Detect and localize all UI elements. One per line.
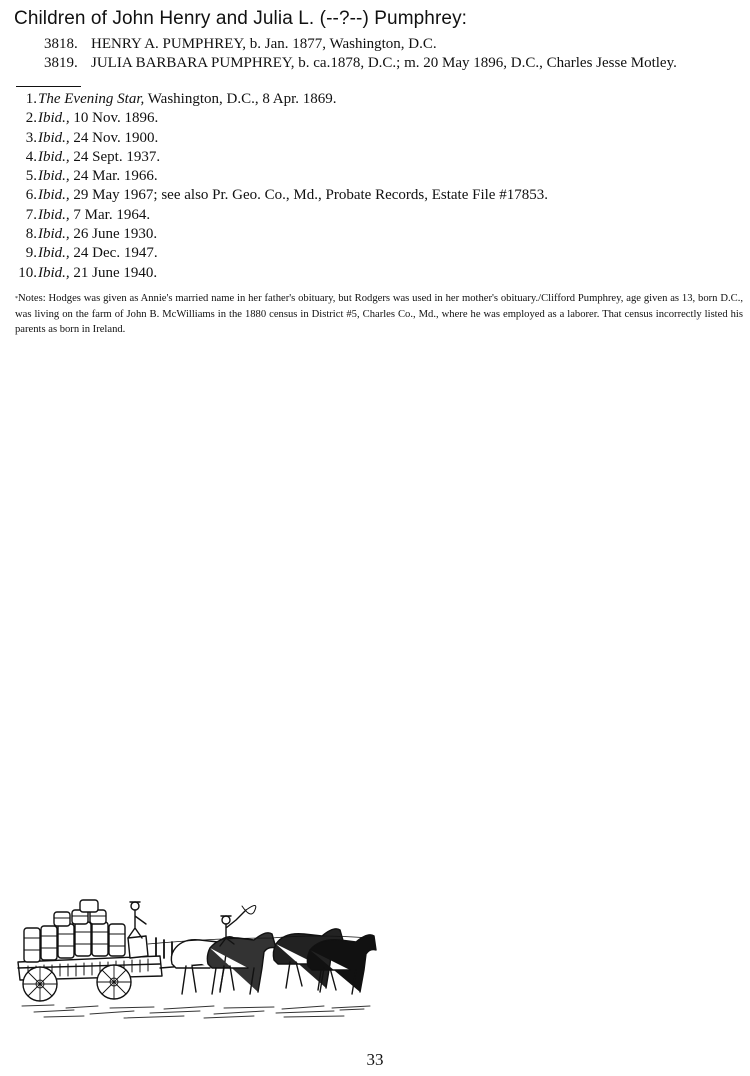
endnote-body xyxy=(38,167,158,186)
endnote-detail: 10 Nov. 1896. xyxy=(69,110,159,127)
child-text: HENRY A. PUMPHREY, b. Jan. 1877, Washington, D.C. xyxy=(91,36,437,52)
endnote-body xyxy=(38,90,337,109)
child-number: 3819. xyxy=(44,55,78,71)
endnote xyxy=(10,129,548,148)
endnote-number: 1. xyxy=(25,91,37,107)
footnote-paragraph xyxy=(15,291,743,338)
endnote xyxy=(10,186,548,205)
endnote-body xyxy=(38,244,158,263)
endnote-number: 7. xyxy=(25,206,37,223)
endnote-body xyxy=(38,206,150,225)
endnote-source: The Evening Star, xyxy=(38,91,145,107)
endnote-body xyxy=(38,264,157,283)
endnote-source: Ibid., xyxy=(38,264,70,281)
endnote xyxy=(10,148,548,167)
endnote-detail: 24 Dec. 1947. xyxy=(69,245,158,262)
endnote-number: 3. xyxy=(25,129,37,146)
endnote-number: 6. xyxy=(25,187,37,204)
endnote-body xyxy=(38,186,548,205)
section-heading: Children of John Henry and Julia L. (--?--) Pumphrey: xyxy=(14,8,468,29)
endnote-detail: 29 May 1967; see also Pr. Geo. Co., Md., Probate Records, Estate File #17853. xyxy=(69,187,548,204)
endnote-source: Ibid., xyxy=(38,148,70,165)
footnote-marker: * xyxy=(15,296,18,302)
endnote-detail: 24 Nov. 1900. xyxy=(69,129,159,146)
endnote-number: 2. xyxy=(25,110,37,127)
endnote xyxy=(10,264,548,283)
child-text: JULIA BARBARA PUMPHREY, b. ca.1878, D.C.; m. 20 May 1896, D.C., Charles Jesse Motley. xyxy=(91,55,677,71)
endnote-source: Ibid., xyxy=(38,168,70,185)
child-number: 3818. xyxy=(44,36,78,52)
endnote-source: Ibid., xyxy=(38,129,70,146)
endnote-number: 4. xyxy=(25,148,37,165)
footnote-text: Notes: Hodges was given as Annie's married name in her father's obituary, but Rodgers was used in her mother's obituary./Clifford Pumphrey, age given as 13, born D.C., was living on the farm of John B. McWilliams in the 1880 census in District #5, Charles Co., Md., where he was employed as a laborer. That census incorrectly listed his parents as born in Ireland. xyxy=(15,293,743,335)
endnote-number: 9. xyxy=(25,245,37,262)
endnote-body xyxy=(38,109,158,128)
endnote-source: Ibid., xyxy=(38,226,70,243)
endnote-detail: 26 June 1930. xyxy=(69,226,158,243)
endnote xyxy=(10,206,548,225)
endnotes-list xyxy=(10,90,548,283)
endnote-source: Ibid., xyxy=(38,245,70,262)
endnote-body xyxy=(38,225,157,244)
endnote-number: 8. xyxy=(25,226,37,243)
notes-divider xyxy=(16,86,81,87)
endnote xyxy=(10,90,548,109)
child-entry xyxy=(44,35,677,54)
child-entry xyxy=(44,54,677,73)
endnote-number: 5. xyxy=(25,168,37,185)
endnote xyxy=(10,225,548,244)
endnote-source: Ibid., xyxy=(38,110,70,127)
endnote-source: Ibid., xyxy=(38,187,70,204)
endnote-number: 10. xyxy=(18,264,37,281)
endnote-source: Ibid., xyxy=(38,206,70,223)
children-list xyxy=(44,35,677,73)
page-number: 33 xyxy=(366,1050,384,1069)
endnote-detail: 24 Mar. 1966. xyxy=(69,168,158,185)
endnote-detail: 7 Mar. 1964. xyxy=(69,206,151,223)
endnote xyxy=(10,109,548,128)
endnote-detail: 24 Sept. 1937. xyxy=(69,148,161,165)
endnote-detail: 21 June 1940. xyxy=(69,264,158,281)
horse-drawn-wagon-illustration xyxy=(14,898,378,1022)
endnote-body xyxy=(38,129,158,148)
endnote-detail: Washington, D.C., 8 Apr. 1869. xyxy=(144,91,337,107)
endnote-body xyxy=(38,148,160,167)
endnote xyxy=(10,244,548,263)
endnote xyxy=(10,167,548,186)
